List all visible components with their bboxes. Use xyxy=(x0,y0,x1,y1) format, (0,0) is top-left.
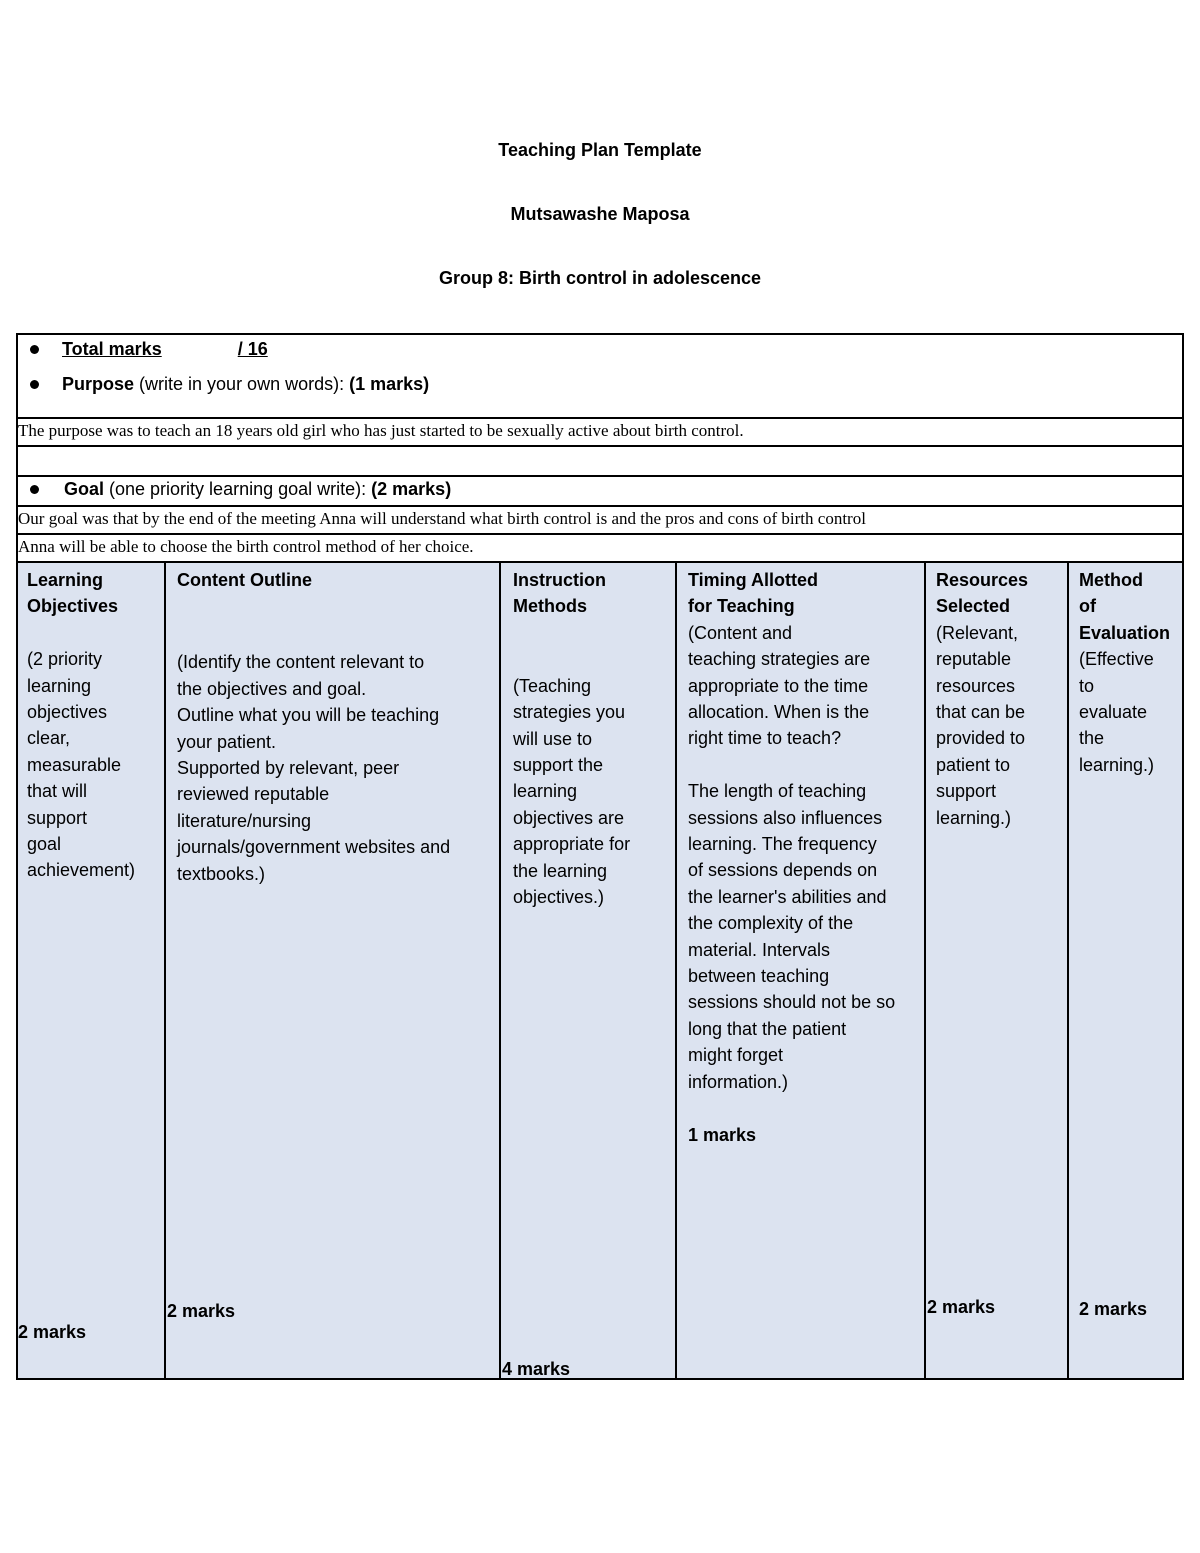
column-marks: 2 marks xyxy=(927,1297,996,1317)
purpose-heading-row xyxy=(30,374,429,395)
column-description: (Content and teaching strategies are appropriate to the time allocation. When is the right time to teach? The length of teaching sessions also influences learning. The frequency of sessions depends on the learner's abilities and the complexity of the material. Intervals between teaching sessions should not be so long that the patient might forget information.) xyxy=(688,622,896,1092)
column-heading: Timing Allotted for Teaching xyxy=(688,570,818,617)
column-marks: 4 marks xyxy=(502,1359,571,1379)
author-name: Mutsawashe Maposa xyxy=(510,204,690,224)
total-marks-row xyxy=(30,339,268,360)
goal-heading-row xyxy=(30,479,451,500)
total-marks-value: / 16 xyxy=(237,339,268,359)
column-content-outline xyxy=(166,563,501,1378)
column-marks: 2 marks xyxy=(1079,1299,1148,1319)
empty-row xyxy=(16,445,1184,477)
goal-label: Goal xyxy=(64,479,105,499)
column-resources-selected xyxy=(926,563,1069,1378)
document-title: Teaching Plan Template xyxy=(498,140,702,160)
group-topic: Group 8: Birth control in adolescence xyxy=(438,268,762,288)
column-heading: Resources Selected xyxy=(936,570,1029,617)
column-description: (Relevant, reputable resources that can be provided to patient to support learning.) xyxy=(936,622,1026,828)
goal-text-line-1: Our goal was that by the end of the meeting Anna will understand what birth control is and the pros and cons of birth control xyxy=(18,509,866,528)
column-heading: Learning Objectives xyxy=(27,570,119,617)
column-timing-allotted xyxy=(677,563,926,1378)
goal-instruction: (one priority learning goal write): xyxy=(104,479,372,499)
column-marks: 2 marks xyxy=(167,1301,236,1321)
bullet-icon xyxy=(30,345,39,354)
column-description: (Identify the content relevant to the objectives and goal. Outline what you will be teaching your patient. Supported by relevant, peer reviewed reputable literature/nursing journals/government websites and textbooks.) xyxy=(177,652,451,884)
column-heading: Method of Evaluation xyxy=(1079,570,1171,643)
teaching-plan-grid xyxy=(16,561,1184,1380)
column-description: (Teaching strategies you will use to support the learning objectives are appropriate for the learning objectives.) xyxy=(513,675,631,908)
bullet-icon xyxy=(30,485,39,494)
column-heading: Content Outline xyxy=(177,570,312,590)
column-marks: 1 marks xyxy=(688,1124,757,1145)
bullet-icon xyxy=(30,380,39,389)
purpose-instruction: (write in your own words): xyxy=(134,374,350,394)
purpose-label: Purpose xyxy=(62,374,135,394)
column-description: (2 priority learning objectives clear, measurable that will support goal achievement) xyxy=(27,649,136,881)
goal-text-line-2: Anna will be able to choose the birth control method of her choice. xyxy=(18,537,474,556)
column-heading: Instruction Methods xyxy=(513,570,606,617)
column-learning-objectives xyxy=(18,563,166,1378)
column-instruction-methods xyxy=(501,563,677,1378)
purpose-marks: (1 marks) xyxy=(349,374,430,394)
column-marks: 2 marks xyxy=(18,1322,87,1342)
purpose-text: The purpose was to teach an 18 years old girl who has just started to be sexually active about birth control. xyxy=(18,421,744,440)
column-description: (Effective to evaluate the learning.) xyxy=(1079,649,1155,775)
column-method-of-evaluation xyxy=(1069,563,1182,1378)
total-marks-label: Total marks xyxy=(62,339,162,359)
goal-marks: (2 marks) xyxy=(371,479,452,499)
